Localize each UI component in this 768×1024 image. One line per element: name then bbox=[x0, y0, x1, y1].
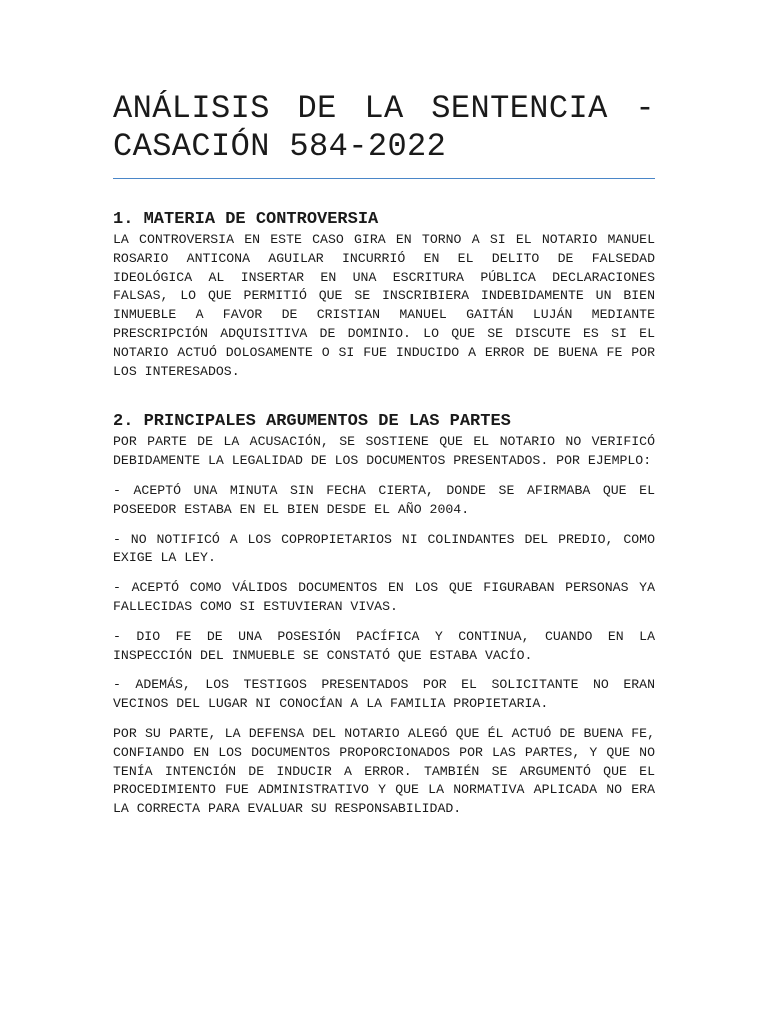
section-heading: 2. PRINCIPALES ARGUMENTOS DE LAS PARTES bbox=[113, 412, 511, 432]
title-divider bbox=[113, 178, 655, 179]
section-argumentos-partes bbox=[113, 411, 655, 819]
section-materia-controversia bbox=[113, 209, 655, 381]
document-title: ANÁLISIS DE LA SENTENCIA - CASACIÓN 584-2022 bbox=[113, 90, 655, 165]
list-item: - DIO FE DE UNA POSESIÓN PACÍFICA Y CONTINUA, CUANDO EN LA INSPECCIÓN DEL INMUEBLE SE CONSTATÓ QUE ESTABA VACÍO. bbox=[113, 628, 655, 663]
list-item: - NO NOTIFICÓ A LOS COPROPIETARIOS NI COLINDANTES DEL PREDIO, COMO EXIGE LA LEY. bbox=[113, 531, 655, 566]
list-item: - ACEPTÓ UNA MINUTA SIN FECHA CIERTA, DONDE SE AFIRMABA QUE EL POSEEDOR ESTABA EN EL BIEN DESDE EL AÑO 2004. bbox=[113, 482, 655, 517]
list-item: - ADEMÁS, LOS TESTIGOS PRESENTADOS POR EL SOLICITANTE NO ERAN VECINOS DEL LUGAR NI CONOCÍAN A LA FAMILIA PROPIETARIA. bbox=[113, 677, 655, 712]
paragraph: POR SU PARTE, LA DEFENSA DEL NOTARIO ALEGÓ QUE ÉL ACTUÓ DE BUENA FE, CONFIANDO EN LOS DOCUMENTOS PROPORCIONADOS POR LAS PARTES, Y QUE NO TENÍA INTENCIÓN DE INDUCIR A ERROR. TAMBIÉN SE ARGUMENTÓ QUE EL PROCEDIMIENTO FUE ADMINISTRATIVO Y QUE LA NORMATIVA APLICADA NO ERA LA CORRECTA PARA EVALUAR SU RESPONSABILIDAD. bbox=[113, 725, 655, 817]
section-heading: 1. MATERIA DE CONTROVERSIA bbox=[113, 210, 379, 229]
document-page bbox=[113, 90, 655, 819]
paragraph: POR PARTE DE LA ACUSACIÓN, SE SOSTIENE QUE EL NOTARIO NO VERIFICÓ DEBIDAMENTE LA LEGALIDAD DE LOS DOCUMENTOS PRESENTADOS. POR EJEMPLO: bbox=[113, 434, 655, 469]
paragraph: LA CONTROVERSIA EN ESTE CASO GIRA EN TORNO A SI EL NOTARIO MANUEL ROSARIO ANTICONA AGUILAR INCURRIÓ EN EL DELITO DE FALSEDAD IDEOLÓGICA AL INSERTAR EN UNA ESCRITURA PÚBLICA DECLARACIONES FALSAS, LO QUE PERMITIÓ QUE SE INSCRIBIERA INDEBIDAMENTE UN BIEN INMUEBLE A FAVOR DE CRISTIAN MANUEL GAITÁN LUJÁN MEDIANTE PRESCRIPCIÓN ADQUISITIVA DE DOMINIO. LO QUE SE DISCUTE ES SI EL NOTARIO ACTUÓ DOLOSAMENTE O SI FUE INDUCIDO A ERROR DE BUENA FE POR LOS INTERESADOS. bbox=[113, 232, 655, 379]
list-item: - ACEPTÓ COMO VÁLIDOS DOCUMENTOS EN LOS QUE FIGURABAN PERSONAS YA FALLECIDAS COMO SI ESTUVIERAN VIVAS. bbox=[113, 580, 655, 614]
